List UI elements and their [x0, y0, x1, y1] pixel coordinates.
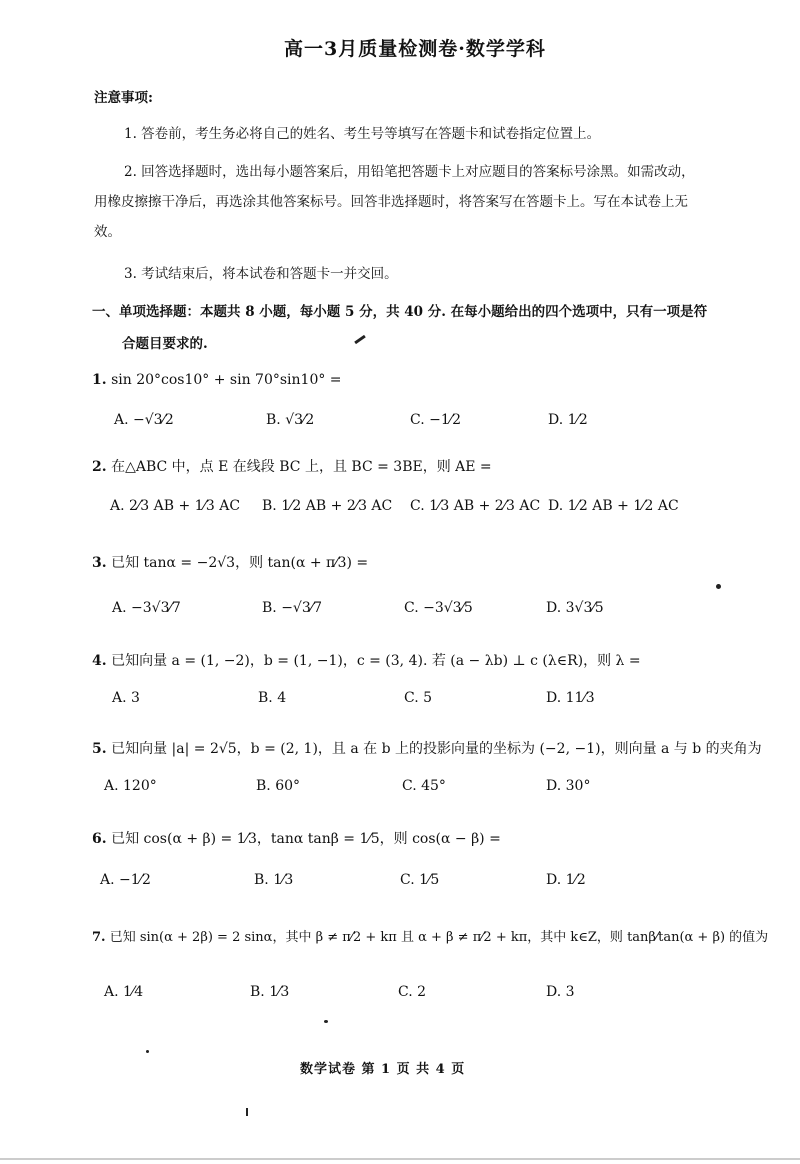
question-stem: 已知 tanα = −2√3，则 tan(α + π⁄3) = — [111, 555, 369, 571]
question-7 — [92, 926, 768, 945]
section-heading-line-1: 一、单项选择题：本题共 8 小题，每小题 5 分，共 40 分. 在每小题给出的四个选项中，只有一项是符 — [92, 304, 708, 320]
scan-edge — [0, 1158, 800, 1160]
option-a: A. 3 — [112, 690, 140, 706]
scan-dot — [146, 1050, 149, 1053]
question-number: 3. — [92, 555, 107, 571]
option-c: C. −3√3⁄5 — [404, 600, 473, 616]
option-d: D. 30° — [546, 778, 591, 794]
question-number: 1. — [92, 372, 107, 388]
question-stem: 已知向量 |a| = 2√5，b = (2, 1)，且 a 在 b 上的投影向量的坐标为 (−2, −1)，则向量 a 与 b 的夹角为 — [111, 741, 762, 757]
option-a: A. 2⁄3 AB + 1⁄3 AC — [110, 498, 241, 514]
notice-item-2-line-1: 2. 回答选择题时，选出每小题答案后，用铅笔把答题卡上对应题目的答案标号涂黑。如需改动， — [124, 164, 695, 180]
page-title: 高一3月质量检测卷·数学学科 — [284, 38, 546, 60]
option-c: C. −1⁄2 — [410, 412, 461, 428]
scan-mark — [246, 1108, 248, 1116]
notice-heading: 注意事项: — [94, 90, 153, 106]
question-number: 6. — [92, 831, 107, 847]
notice-item-3: 3. 考试结束后，将本试卷和答题卡一并交回。 — [124, 266, 398, 282]
scan-mark — [354, 335, 366, 344]
option-a: A. −√3⁄2 — [114, 412, 174, 428]
option-a: A. 120° — [104, 778, 157, 794]
question-3 — [92, 552, 368, 572]
question-5 — [92, 738, 762, 758]
option-b: B. 1⁄2 AB + 2⁄3 AC — [262, 498, 393, 514]
scan-dot — [716, 584, 721, 589]
option-d: D. 3√3⁄5 — [546, 600, 604, 616]
question-number: 5. — [92, 741, 107, 757]
question-1 — [92, 372, 342, 388]
question-4 — [92, 650, 641, 670]
question-number: 7. — [92, 930, 106, 945]
option-a: A. 1⁄4 — [104, 984, 144, 1000]
question-stem: 在△ABC 中，点 E 在线段 BC 上，且 BC = 3BE，则 AE = — [111, 459, 492, 475]
option-b: B. 1⁄3 — [250, 984, 290, 1000]
option-b: B. 60° — [256, 778, 301, 794]
notice-item-2-line-2: 用橡皮擦擦干净后，再选涂其他答案标号。回答非选择题时，将答案写在答题卡上。写在本试卷上无 — [94, 194, 688, 210]
option-b: B. −√3⁄7 — [262, 600, 322, 616]
page-footer: 数学试卷 第 1 页 共 4 页 — [300, 1062, 466, 1077]
option-a: A. −3√3⁄7 — [112, 600, 181, 616]
option-b: B. 1⁄3 — [254, 872, 294, 888]
scan-dot — [324, 1020, 328, 1023]
option-c: C. 45° — [402, 778, 446, 794]
option-d: D. 1⁄2 — [546, 872, 586, 888]
question-stem: 已知 cos(α + β) = 1⁄3，tanα tanβ = 1⁄5，则 cos(α − β) = — [111, 831, 501, 847]
option-b: B. 4 — [258, 690, 287, 706]
question-number: 4. — [92, 653, 107, 669]
option-c: C. 1⁄5 — [400, 872, 440, 888]
option-d: D. 3 — [546, 984, 575, 1000]
option-c: C. 2 — [398, 984, 427, 1000]
option-d: D. 11⁄3 — [546, 690, 595, 706]
question-stem: sin 20°cos10° + sin 70°sin10° = — [111, 372, 342, 388]
option-a: A. −1⁄2 — [100, 872, 151, 888]
question-stem: 已知向量 a = (1, −2)，b = (1, −1)，c = (3, 4). 若 (a − λb) ⊥ c (λ∈R)，则 λ = — [111, 653, 641, 669]
option-c: C. 5 — [404, 690, 433, 706]
option-d: D. 1⁄2 AB + 1⁄2 AC — [548, 498, 679, 514]
question-2 — [92, 456, 492, 476]
question-stem: 已知 sin(α + 2β) = 2 sinα，其中 β ≠ π⁄2 + kπ 且 α + β ≠ π⁄2 + kπ，其中 k∈Z，则 tanβ⁄tan(α + β) 的值为 — [109, 930, 769, 945]
notice-item-2-line-3: 效。 — [94, 224, 121, 240]
option-c: C. 1⁄3 AB + 2⁄3 AC — [410, 498, 541, 514]
option-d: D. 1⁄2 — [548, 412, 588, 428]
option-b: B. √3⁄2 — [266, 412, 315, 428]
question-number: 2. — [92, 459, 107, 475]
notice-item-1: 1. 答卷前，考生务必将自己的姓名、考生号等填写在答题卡和试卷指定位置上。 — [124, 126, 601, 142]
question-6 — [92, 828, 501, 848]
section-heading-line-2: 合题目要求的. — [122, 336, 208, 352]
